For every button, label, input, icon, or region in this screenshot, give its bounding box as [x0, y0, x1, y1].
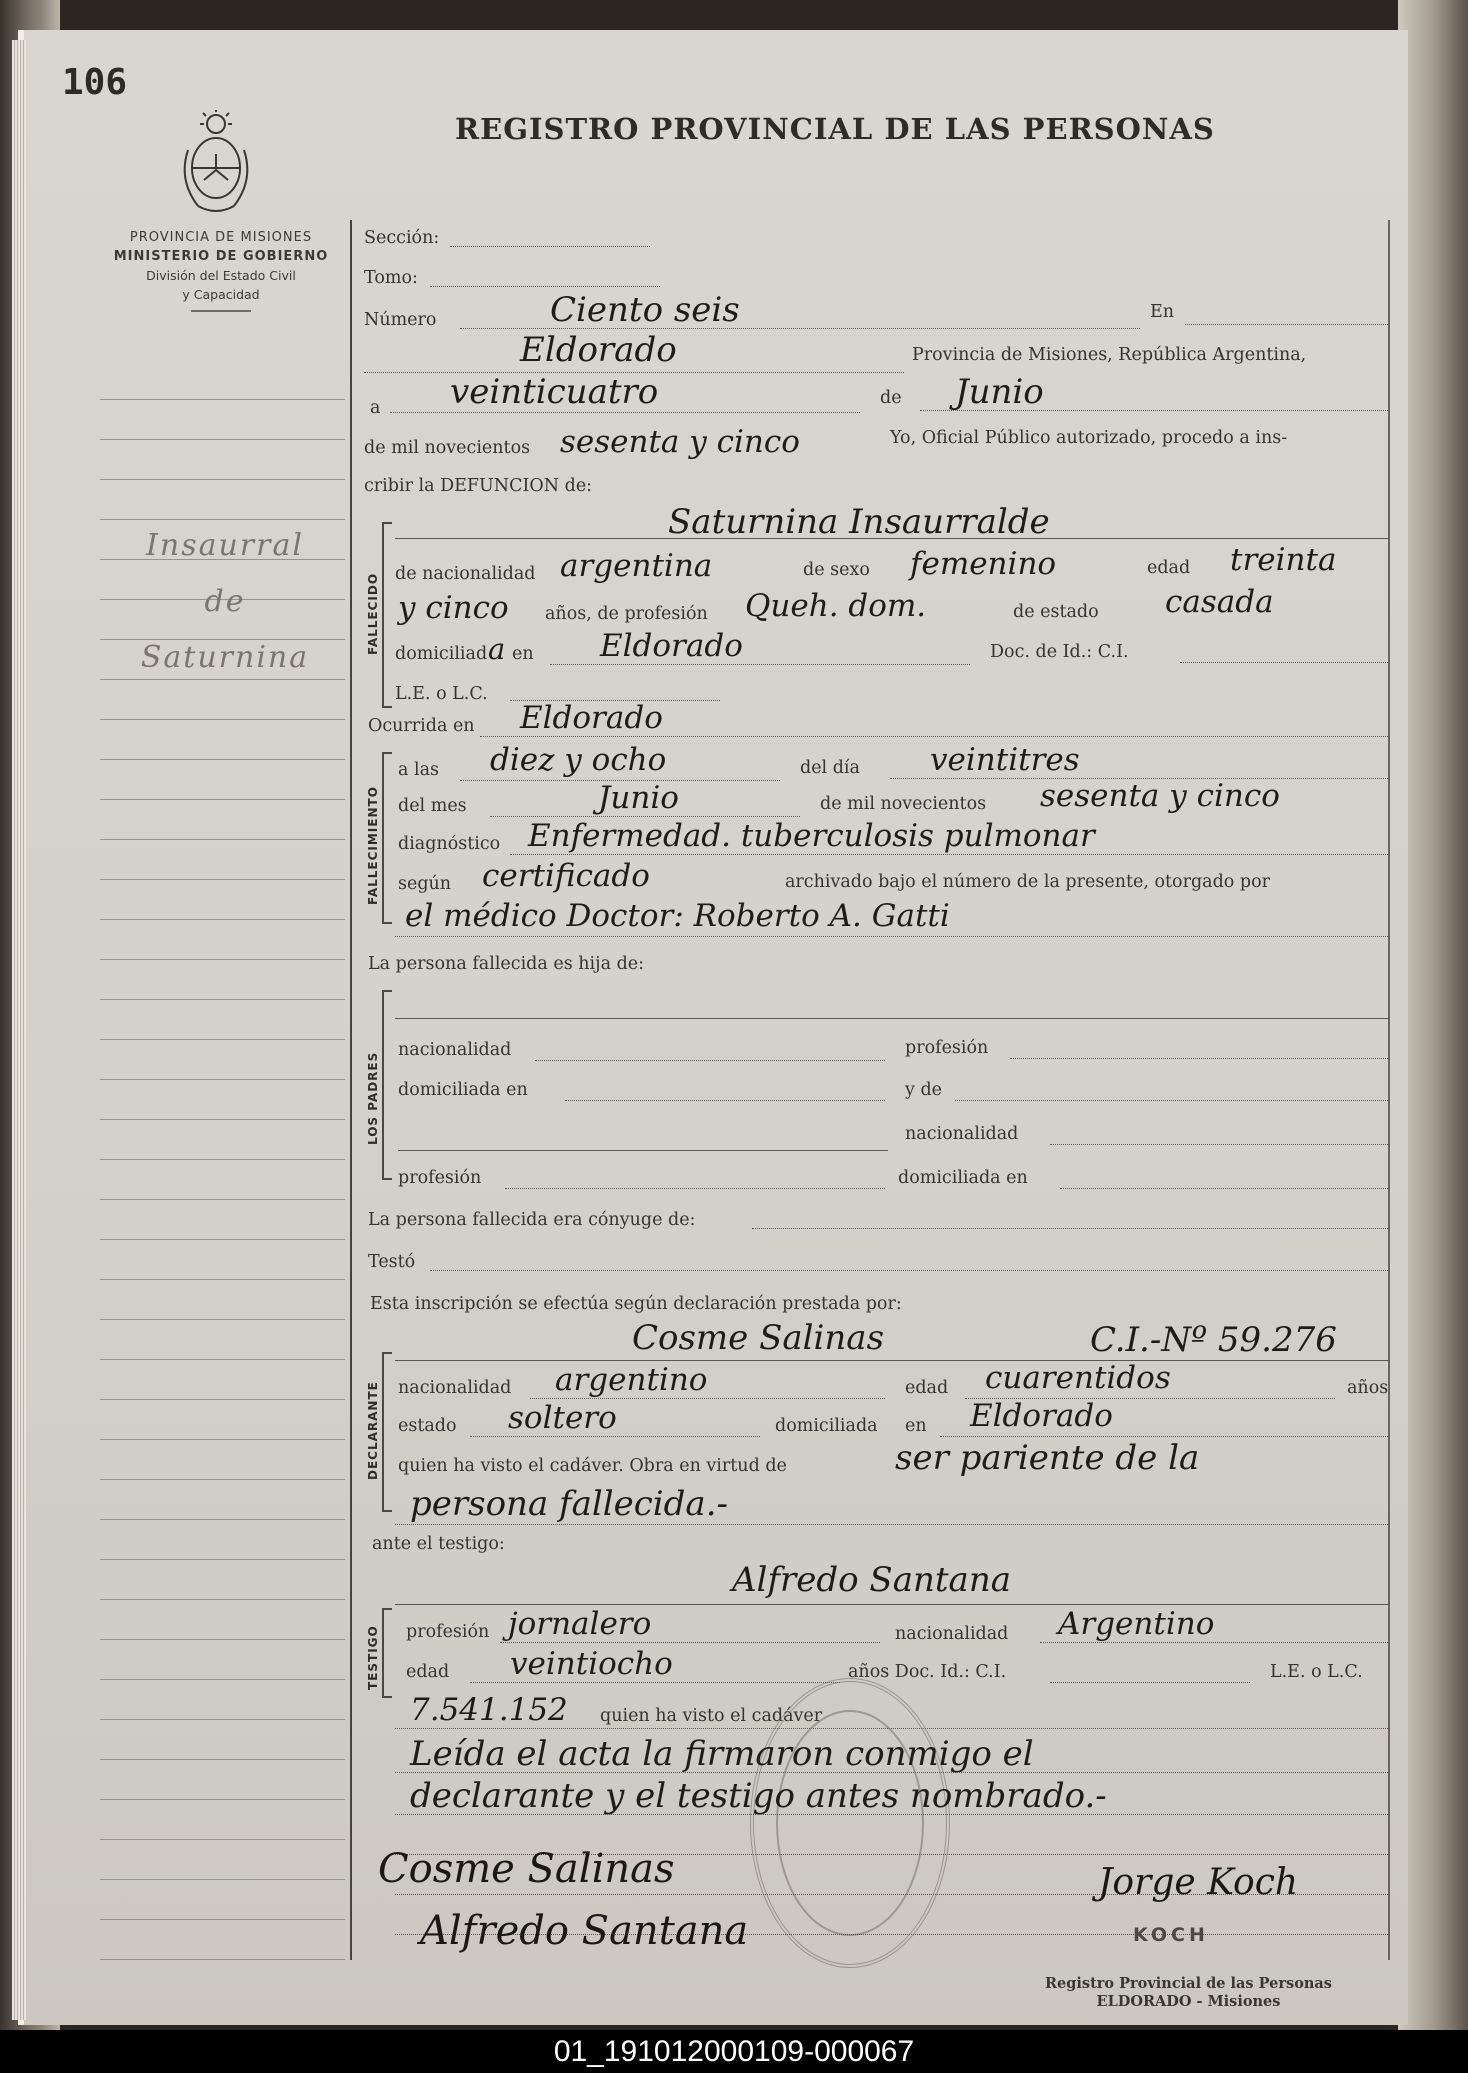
line-numero — [460, 328, 1140, 329]
label-del-dia: del día — [800, 758, 860, 778]
label-a-las: a las — [398, 760, 440, 780]
value-testigo-nombre: Alfredo Santana — [732, 1560, 1011, 1600]
value-anio: sesenta y cinco — [560, 424, 800, 460]
label-doc-id: Doc. de Id.: C.I. — [990, 642, 1129, 662]
label-de-estado: de estado — [1013, 602, 1099, 622]
value-sexo: femenino — [910, 546, 1057, 582]
issuing-office — [86, 228, 356, 312]
value-testigo-nacionalidad: Argentino — [1058, 1606, 1215, 1642]
value-nacionalidad: argentina — [560, 548, 713, 584]
label-en-dom: en — [512, 644, 534, 664]
label-d-estado: estado — [398, 1416, 457, 1436]
line-diagnostico — [510, 854, 1390, 855]
signature-declarante: Cosme Salinas — [378, 1846, 675, 1892]
bracket-fallecido — [382, 522, 392, 708]
label-testo: Testó — [368, 1252, 416, 1272]
line-nombre — [395, 538, 1390, 539]
section-tag-testigo: TESTIGO — [366, 1625, 380, 1690]
value-obra-en-virtud-2: persona fallecida.- — [410, 1484, 729, 1524]
line-madre — [398, 1150, 888, 1151]
value-domicilio: Eldorado — [600, 628, 743, 664]
value-testigo-profesion: jornalero — [508, 1606, 652, 1642]
page-stack-edge — [12, 40, 26, 2020]
margin-annotation — [105, 518, 345, 686]
value-obra-en-virtud: ser pariente de la — [895, 1438, 1200, 1478]
value-numero: Ciento seis — [550, 290, 740, 330]
line-padre — [395, 1018, 1390, 1019]
section-tag-padres: LOS PADRES — [366, 1051, 380, 1145]
value-testigo-doc: 7.541.152 — [410, 1692, 568, 1728]
label-seccion: Sección: — [364, 228, 440, 248]
line-dia — [390, 412, 860, 413]
value-testigo-edad: veintiocho — [510, 1646, 673, 1682]
value-declarante-domicilio: Eldorado — [970, 1398, 1113, 1434]
value-medico: el médico Doctor: Roberto A. Gatti — [405, 898, 950, 934]
label-domiciliada-madre: domiciliada en — [898, 1168, 1028, 1188]
line-domiciliada-padre — [565, 1100, 885, 1101]
line-nacionalidad-padre — [535, 1060, 885, 1061]
page-title: REGISTRO PROVINCIAL DE LAS PERSONAS — [455, 112, 1215, 146]
line-en — [1185, 324, 1390, 325]
label-nacionalidad-padre: nacionalidad — [398, 1040, 512, 1060]
line-cierre-1 — [395, 1772, 1390, 1773]
line-profesion-madre — [505, 1188, 885, 1189]
line-t-profesion — [500, 1642, 880, 1643]
official-name-stamp: KOCH — [1133, 1924, 1209, 1946]
line-y-de — [955, 1100, 1390, 1101]
label-segun: según — [398, 874, 452, 894]
value-profesion: Queh. dom. — [745, 588, 927, 624]
coat-of-arms-icon — [178, 110, 254, 220]
value-domiciliad-suffix: a — [488, 632, 506, 666]
label-en: En — [1150, 302, 1175, 322]
label-d-en: en — [905, 1416, 927, 1436]
line-medico — [395, 936, 1390, 937]
label-ocurrida-en: Ocurrida en — [368, 716, 475, 736]
line-tomo — [430, 286, 660, 287]
value-mes: Junio — [955, 372, 1044, 412]
label-anos-profesion: años, de profesión — [545, 604, 708, 624]
bracket-padres — [382, 990, 392, 1180]
value-declarante-nacionalidad: argentino — [555, 1362, 708, 1398]
value-estado: casada — [1165, 584, 1274, 620]
margin-note-line: de — [204, 584, 246, 619]
label-de-sexo: de sexo — [803, 560, 870, 580]
office-ministry: MINISTERIO DE GOBIERNO — [113, 249, 329, 264]
line-testigo-nombre — [395, 1604, 1390, 1605]
value-nombre: Saturnina Insaurralde — [668, 502, 1050, 542]
right-border — [1388, 220, 1390, 1960]
label-a: a — [370, 398, 381, 418]
label-d-edad: edad — [905, 1378, 949, 1398]
bracket-declarante — [382, 1352, 392, 1512]
book-edge-right — [1398, 0, 1468, 2030]
line-mes — [920, 410, 1390, 411]
signature-oficial: Jorge Koch — [1098, 1862, 1299, 1903]
label-de-mil-2: de mil novecientos — [820, 794, 987, 814]
label-d-anos: años — [1347, 1378, 1389, 1398]
value-declarante-estado: soltero — [508, 1400, 617, 1436]
official-seal — [750, 1678, 950, 1968]
label-domiciliad: domiciliad — [395, 644, 488, 664]
label-edad: edad — [1147, 558, 1191, 578]
label-nacionalidad-madre: nacionalidad — [905, 1124, 1019, 1144]
margin-note-line: Saturnina — [140, 640, 310, 675]
line-t-doc — [1050, 1682, 1250, 1683]
bracket-fallecimiento — [382, 752, 392, 924]
line-domiciliada-madre — [1060, 1188, 1390, 1189]
line-doc-id — [1180, 662, 1390, 663]
registry-stamp-line1: Registro Provincial de las Personas — [1045, 1975, 1332, 1992]
line-t-nacionalidad — [1040, 1642, 1390, 1643]
label-le-lc: L.E. o L.C. — [395, 684, 488, 704]
label-ante-testigo: ante el testigo: — [372, 1534, 505, 1554]
value-diagnostico: Enfermedad. tuberculosis pulmonar — [528, 818, 1095, 854]
value-hora: diez y ocho — [490, 742, 667, 778]
line-d-nacionalidad — [530, 1398, 885, 1399]
value-cierre-1: Leída el acta la firmaron conmigo el — [410, 1734, 1034, 1774]
label-d-domiciliada: domiciliada — [775, 1416, 878, 1436]
line-cierre-2 — [395, 1814, 1390, 1815]
section-tag-fallecido: FALLECIDO — [366, 572, 380, 655]
office-province: PROVINCIA DE MISIONES — [129, 230, 313, 245]
registry-stamp-line2: ELDORADO - Misiones — [1096, 1993, 1281, 2010]
line-obra-en-virtud — [395, 1524, 1390, 1525]
page-number: 106 — [62, 62, 128, 103]
label-quien-ha-visto: quien ha visto el cadáver. Obra en virtud de — [398, 1456, 787, 1476]
office-division: División del Estado Civil — [146, 268, 296, 283]
office-capacity: y Capacidad — [182, 287, 260, 302]
label-yo-oficial: Yo, Oficial Público autorizado, procedo a ins- — [890, 428, 1288, 448]
label-provincia: Provincia de Misiones, República Argentina, — [912, 345, 1307, 365]
line-t-edad — [470, 1682, 840, 1683]
line-ocurrida — [480, 736, 1390, 737]
signature-testigo: Alfredo Santana — [420, 1908, 749, 1954]
value-mes-fallec: Junio — [598, 780, 679, 816]
line-nacionalidad-madre — [1050, 1144, 1390, 1145]
label-inscripcion: Esta inscripción se efectúa según declaración prestada por: — [370, 1294, 902, 1314]
label-profesion-madre: profesión — [398, 1168, 482, 1188]
value-edad-1: treinta — [1230, 542, 1337, 578]
label-t-edad: edad — [406, 1662, 450, 1682]
label-de: de — [880, 388, 902, 408]
label-archivado: archivado bajo el número de la presente, otorgado por — [785, 872, 1270, 892]
value-declarante-ci: C.I.-Nº 59.276 — [1090, 1320, 1337, 1360]
label-de-mil: de mil novecientos — [364, 438, 531, 458]
line-domicilio — [550, 664, 970, 665]
label-t-profesion: profesión — [406, 1622, 490, 1642]
value-dia: veinticuatro — [450, 372, 659, 412]
label-numero: Número — [364, 310, 437, 330]
label-t-quien: quien ha visto el cadáver — [600, 1706, 823, 1726]
label-diagnostico: diagnóstico — [398, 834, 501, 854]
line-conyuge — [752, 1228, 1390, 1229]
value-anio-fallec: sesenta y cinco — [1040, 778, 1280, 814]
label-conyuge: La persona fallecida era cónyuge de: — [368, 1210, 696, 1230]
value-lugar: Eldorado — [520, 330, 677, 370]
line-declarante-nombre — [395, 1360, 1390, 1361]
label-inscribir: cribir la DEFUNCION de: — [364, 476, 593, 496]
office-divider — [191, 310, 251, 312]
value-declarante-nombre: Cosme Salinas — [632, 1318, 885, 1358]
value-dia-fallec: veintitres — [930, 742, 1080, 778]
section-tag-declarante: DECLARANTE — [366, 1381, 380, 1480]
label-y-de: y de — [905, 1080, 943, 1100]
value-edad-2: y cinco — [398, 590, 509, 626]
section-tag-fallecimiento: FALLECIMIENTO — [366, 786, 380, 905]
label-del-mes: del mes — [398, 796, 467, 816]
label-t-le-lc: L.E. o L.C. — [1270, 1662, 1363, 1682]
line-d-domicilio — [940, 1436, 1390, 1437]
label-hija-de: La persona fallecida es hija de: — [368, 954, 645, 974]
line-profesion-padre — [1010, 1058, 1390, 1059]
margin-divider — [350, 220, 352, 1960]
label-profesion-padre: profesión — [905, 1038, 989, 1058]
value-segun: certificado — [482, 858, 650, 894]
value-declarante-edad: cuarentidos — [985, 1360, 1171, 1396]
image-caption: 01_191012000109-000067 — [0, 2030, 1468, 2073]
label-de-nacionalidad: de nacionalidad — [395, 564, 536, 584]
value-cierre-2: declarante y el testigo antes nombrado.- — [410, 1776, 1107, 1816]
registry-stamp — [1045, 1975, 1332, 2011]
line-mes-fallec — [490, 816, 800, 817]
label-domiciliada-padre: domiciliada en — [398, 1080, 528, 1100]
label-tomo: Tomo: — [364, 268, 418, 288]
line-testo — [430, 1270, 1390, 1271]
label-t-nacionalidad: nacionalidad — [895, 1624, 1009, 1644]
value-ocurrida-en: Eldorado — [520, 700, 663, 736]
label-d-nacionalidad: nacionalidad — [398, 1378, 512, 1398]
line-d-estado — [470, 1436, 760, 1437]
margin-note-line: Insaurral — [146, 528, 304, 563]
bracket-testigo — [382, 1608, 392, 1698]
label-t-anos-doc: años Doc. Id.: C.I. — [848, 1662, 1007, 1682]
line-seccion — [450, 246, 650, 247]
